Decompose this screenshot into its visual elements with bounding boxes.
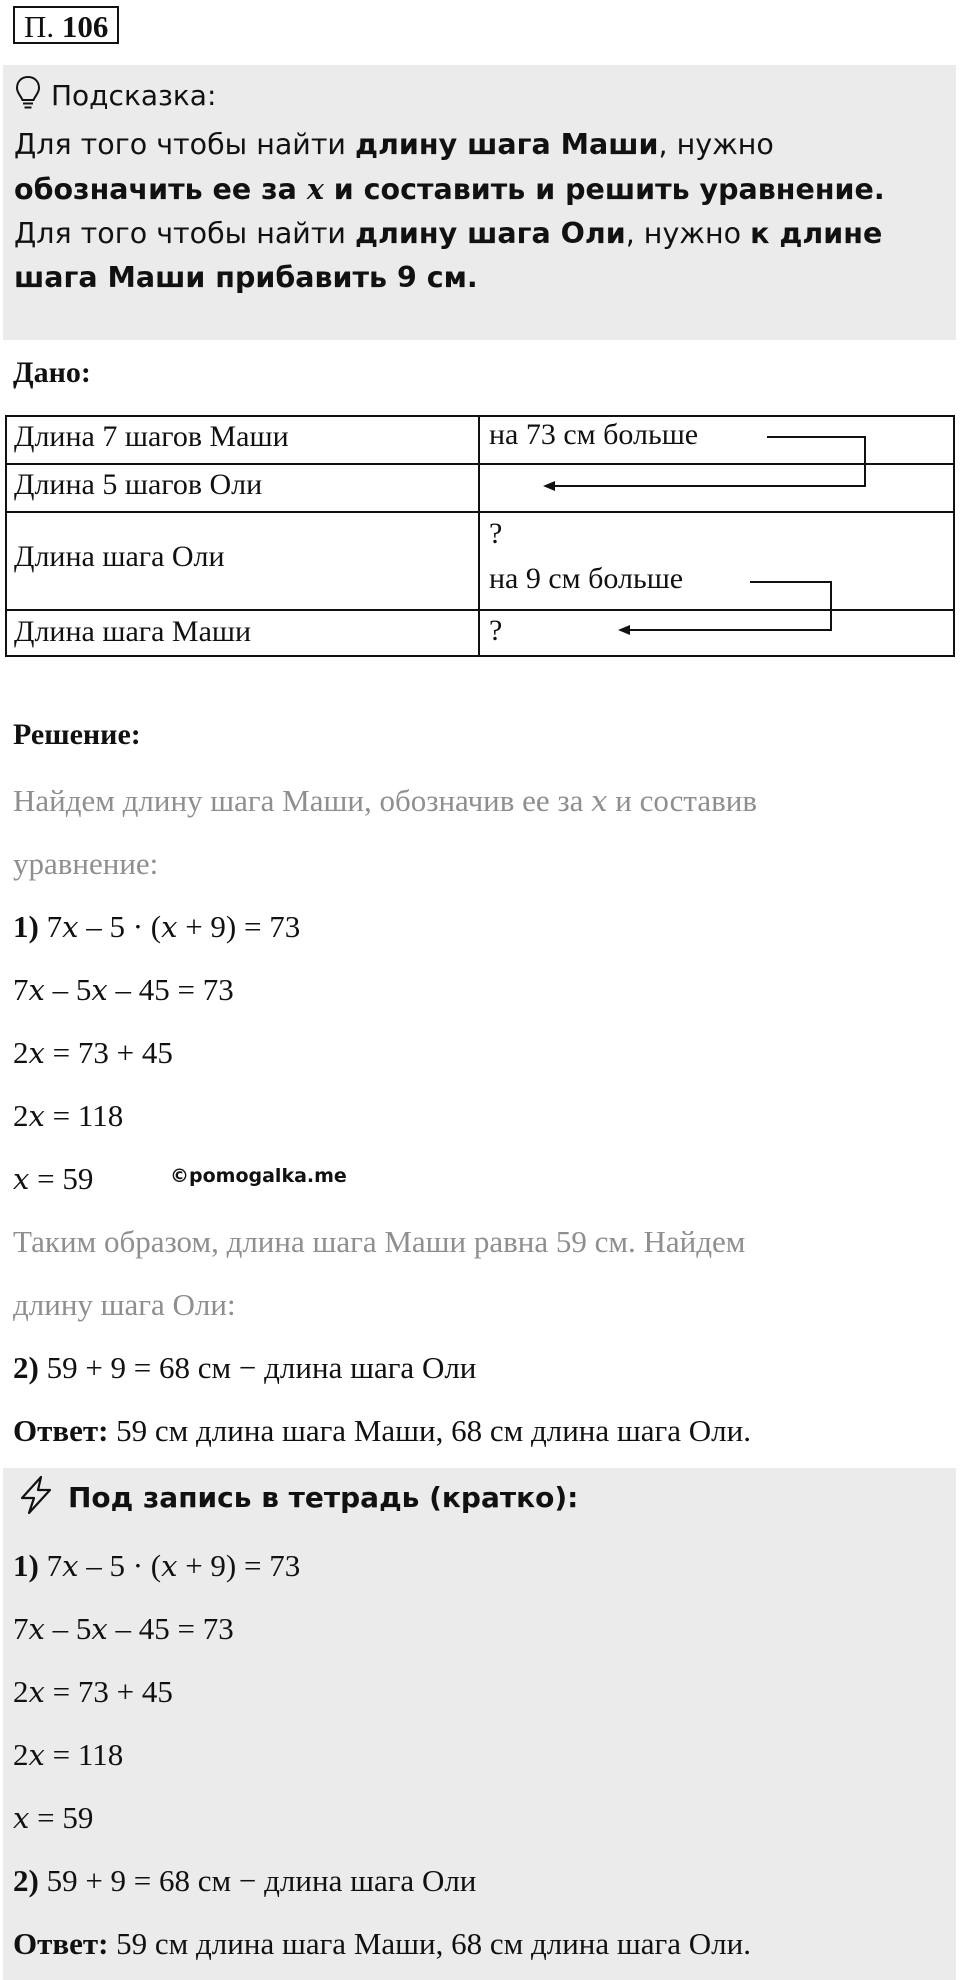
math-variable: x: [13, 1162, 30, 1196]
equation-text: 59 + 9 = 68 см − длина шага Оли: [38, 1350, 477, 1385]
table-cell-label: Длина шага Оли: [14, 540, 225, 573]
equation-text: = 59: [29, 1161, 94, 1196]
table-cell-value: ?: [489, 517, 503, 550]
hint-bold-span: к длине шага Маши прибавить 9 см.: [14, 217, 883, 294]
hint-text-span: Для того чтобы найти: [14, 217, 356, 250]
equation-text: = 73 + 45: [44, 1674, 173, 1709]
equation-text: = 59: [29, 1800, 94, 1835]
solution-intro-line-1: [13, 783, 757, 819]
relation-arrows: [5, 415, 955, 657]
answer-label: Ответ:: [13, 1413, 109, 1448]
math-variable: x: [306, 172, 324, 206]
equation-text: 2: [13, 1737, 29, 1772]
equation-text: 7: [13, 1611, 29, 1646]
watermark: ©pomogalka.me: [170, 1165, 347, 1187]
notebook-answer-line: [13, 1926, 751, 1962]
table-cell-value: на 9 см больше: [489, 562, 684, 595]
table-cell-value: ?: [489, 614, 503, 647]
solution-mid-line-1: Таким образом, длина шага Маши равна 59 см. Найдем: [13, 1224, 746, 1259]
math-variable: x: [28, 1612, 45, 1646]
equation-text: 2: [13, 1674, 29, 1709]
arrow-row1-to-row2: [550, 437, 865, 486]
hint-header: [15, 75, 216, 115]
equation-text: – 45 = 73: [107, 1611, 234, 1646]
step-number: 2): [13, 1350, 39, 1385]
arrow-head: [543, 481, 555, 491]
equation-text: – 5 · (: [78, 1548, 162, 1583]
table-cell-label: Длина 5 шагов Оли: [14, 468, 263, 501]
answer-text: 59 см длина шага Маши, 68 см длина шага Оли.: [108, 1413, 751, 1448]
solution-intro-line-2: уравнение:: [13, 846, 159, 881]
notebook-equation-4: [13, 1737, 123, 1773]
math-variable: x: [62, 910, 79, 944]
notebook-header: [16, 1476, 578, 1518]
notebook-equation-1: [13, 1548, 300, 1584]
equation-4: [13, 1098, 123, 1134]
hint-title: Подсказка:: [51, 78, 217, 112]
math-variable: x: [161, 910, 178, 944]
equation-text: + 9) = 73: [177, 1548, 301, 1583]
equation-text: 2: [13, 1098, 29, 1133]
equation-text: 59 + 9 = 68 см − длина шага Оли: [38, 1863, 477, 1898]
equation-text: = 118: [44, 1737, 124, 1772]
equation-text: – 5: [44, 1611, 92, 1646]
math-variable: x: [91, 973, 108, 1007]
table-cell-value: на 73 см больше: [489, 418, 699, 451]
hint-paragraph-1: [14, 123, 949, 212]
equation-text: 2: [13, 1035, 29, 1070]
hint-paragraph-2: [14, 212, 949, 300]
solution-text: и составив: [607, 783, 757, 818]
math-variable: x: [591, 784, 608, 818]
arrow-row3-to-row4: [626, 582, 831, 630]
equation-text: – 5: [44, 972, 92, 1007]
table-cell-label: Длина 7 шагов Маши: [14, 420, 289, 453]
paragraph-prefix: П.: [24, 9, 55, 44]
given-table: [5, 415, 955, 657]
math-variable: x: [28, 1675, 45, 1709]
equation-2: [13, 972, 234, 1008]
step-number: 1): [13, 909, 39, 944]
math-variable: x: [28, 1099, 45, 1133]
equation-text: 7: [38, 909, 63, 944]
equation-text: – 5 · (: [78, 909, 162, 944]
hint-bold-span: длину шага Оли: [355, 217, 626, 250]
notebook-box: [3, 1468, 956, 1980]
math-variable: x: [91, 1612, 108, 1646]
math-variable: x: [28, 1738, 45, 1772]
equation-text: 7: [38, 1548, 63, 1583]
equation-5: [13, 1161, 93, 1197]
equation-text: = 118: [44, 1098, 124, 1133]
paragraph-number: 106: [61, 9, 109, 44]
math-variable: x: [161, 1549, 178, 1583]
equation-text: + 9) = 73: [177, 909, 301, 944]
notebook-title: Под запись в тетрадь (кратко):: [68, 1480, 579, 1514]
notebook-equation-5: [13, 1800, 93, 1836]
lightbulb-icon: [15, 75, 41, 115]
equation-text: 7: [13, 972, 29, 1007]
arrow-head: [618, 625, 630, 635]
hint-text-span: , нужно: [658, 128, 774, 161]
math-variable: x: [62, 1549, 79, 1583]
hint-text: [14, 123, 949, 300]
solution-text: Найдем длину шага Маши, обозначив ее за: [13, 783, 592, 818]
notebook-equation-step-2: [13, 1863, 476, 1899]
math-variable: x: [13, 1801, 30, 1835]
answer-line: [13, 1413, 751, 1449]
solution-mid-line-2: длину шага Оли:: [13, 1287, 236, 1322]
hint-text-span: Для того чтобы найти: [14, 128, 356, 161]
answer-label: Ответ:: [13, 1926, 109, 1961]
notebook-equation-3: [13, 1674, 173, 1710]
given-label: Дано:: [13, 356, 91, 389]
paragraph-badge: [13, 6, 119, 44]
hint-bold-span: и составить и решить уравнение.: [323, 173, 885, 206]
hint-box: [3, 65, 956, 340]
step-number: 2): [13, 1863, 39, 1898]
equation-text: – 45 = 73: [107, 972, 234, 1007]
solution-label: Решение:: [13, 718, 141, 751]
equation-3: [13, 1035, 173, 1071]
equation-step-2: [13, 1350, 476, 1386]
hint-bold-span: обозначить ее за: [14, 173, 307, 206]
math-variable: x: [28, 973, 45, 1007]
table-cell-label: Длина шага Маши: [14, 615, 252, 648]
math-variable: x: [28, 1036, 45, 1070]
step-number: 1): [13, 1548, 39, 1583]
answer-text: 59 см длина шага Маши, 68 см длина шага Оли.: [108, 1926, 751, 1961]
hint-bold-span: длину шага Маши: [355, 128, 659, 161]
lightning-icon: [16, 1475, 56, 1519]
equation-text: = 73 + 45: [44, 1035, 173, 1070]
hint-text-span: , нужно: [625, 217, 751, 250]
notebook-equation-2: [13, 1611, 234, 1647]
equation-1: [13, 909, 300, 945]
